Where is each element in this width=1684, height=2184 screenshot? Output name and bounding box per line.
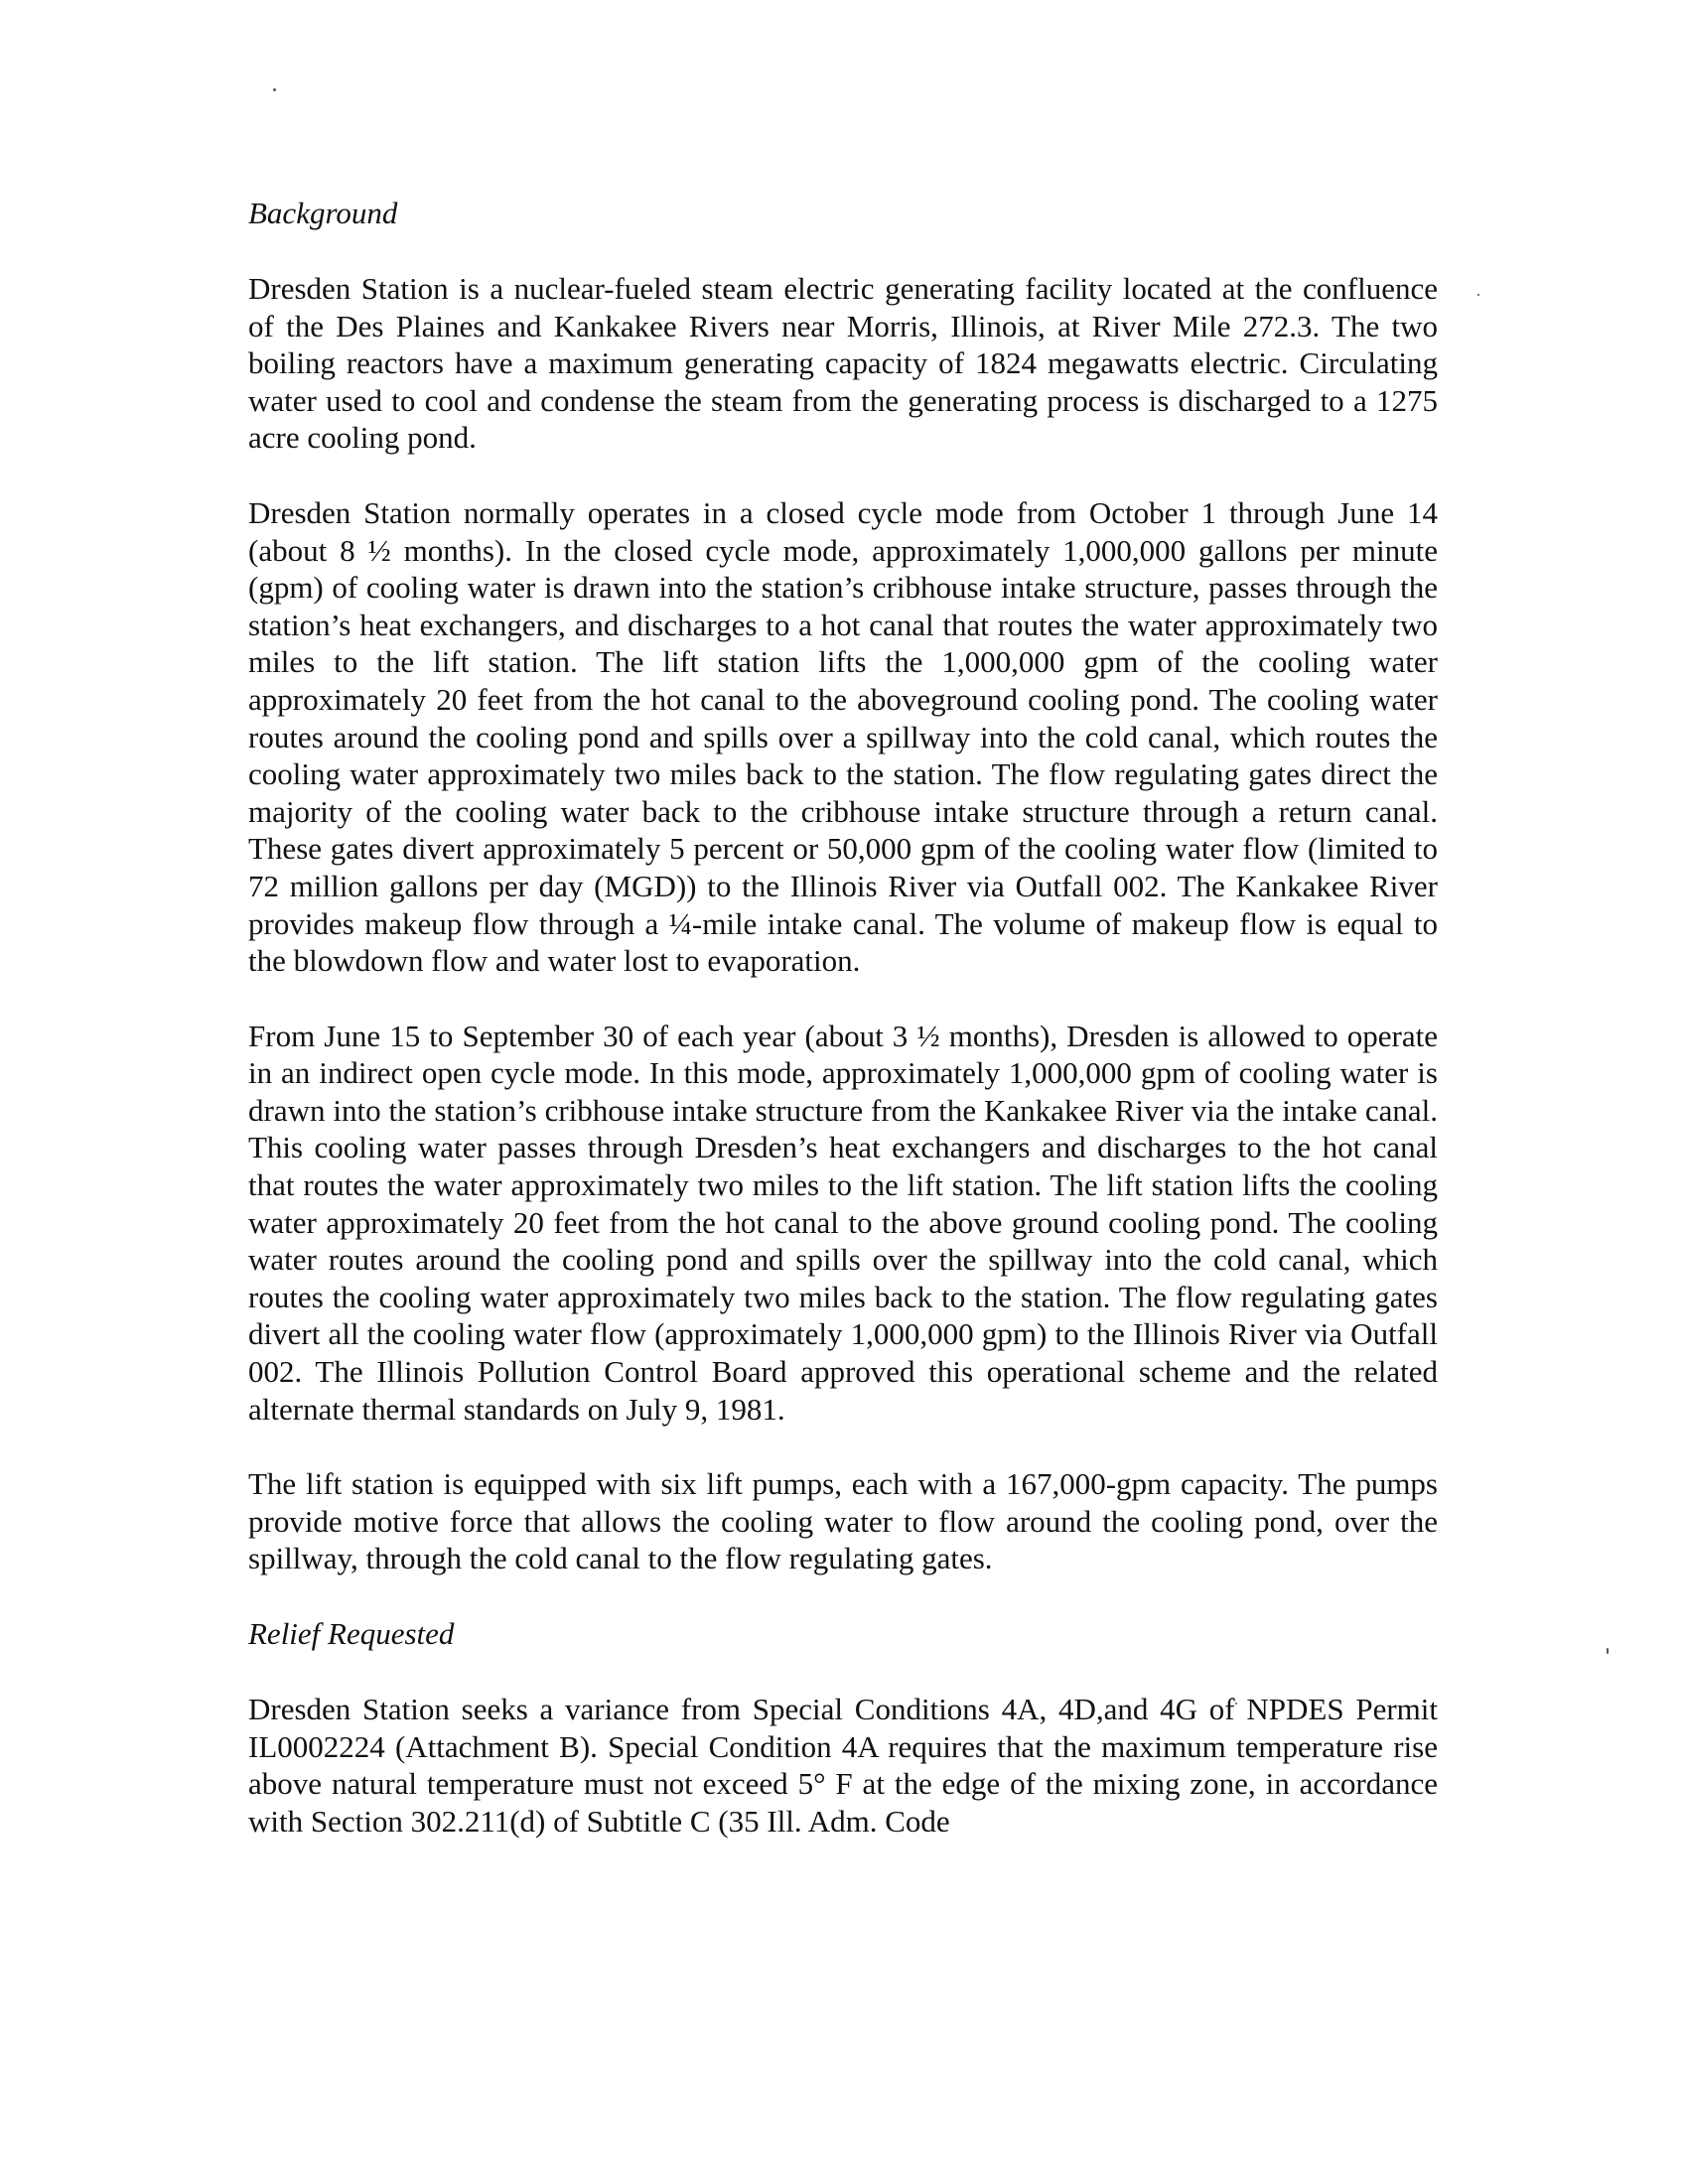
- scan-speck: [1477, 294, 1479, 296]
- background-heading: Background: [248, 196, 398, 230]
- relief-requested-heading: Relief Requested: [248, 1616, 455, 1651]
- document-body: [248, 195, 1438, 1840]
- background-paragraph-3: From June 15 to September 30 of each year (about 3 ½ months), Dresden is allowed to operate in an indirect open cycle mode. In this mode, approximately 1,000,000 gpm of cooling water is drawn into the station’s cribhouse intake structure from the Kankakee River via the intake canal. This cooling water passes through Dresden’s heat exchangers and discharges to the hot canal that routes the water approximately two miles to the lift station. The lift station lifts the cooling water approximately 20 feet from the hot canal to the above ground cooling pond. The cooling water routes around the cooling pond and spills over the spillway into the cold canal, which routes the cooling water approximately two miles back to the station. The flow regulating gates divert all the cooling water flow (approximately 1,000,000 gpm) to the Illinois River via Outfall 002. The Illinois Pollution Control Board approved this operational scheme and the related alternate thermal standards on July 9, 1981.: [248, 1018, 1438, 1427]
- background-paragraph-1: Dresden Station is a nuclear-fueled steam electric generating facility located at the confluence of the Des Plaines and Kankakee Rivers near Morris, Illinois, at River Mile 272.3. The two boiling reactors have a maximum generating capacity of 1824 megawatts electric. Circulating water used to cool and condense the steam from the generating process is discharged to a 1275 acre cooling pond.: [248, 271, 1438, 456]
- scan-speck: [1607, 1648, 1609, 1654]
- scan-speck: [273, 88, 276, 91]
- background-paragraph-2: Dresden Station normally operates in a closed cycle mode from October 1 through June 14 (about 8 ½ months). In the closed cycle mode, approximately 1,000,000 gallons per minute (gpm) of cooling water is drawn into the station’s cribhouse intake structure, passes through the station’s heat exchangers, and discharges to a hot canal that routes the water approximately two miles to the lift station. The lift station lifts the 1,000,000 gpm of the cooling water approximately 20 feet from the hot canal to the aboveground cooling pond. The cooling water routes around the cooling pond and spills over a spillway into the cold canal, which routes the cooling water approximately two miles back to the station. The flow regulating gates direct the majority of the cooling water back to the cribhouse intake structure through a return canal. These gates divert approximately 5 percent or 50,000 gpm of the cooling water flow (limited to 72 million gallons per day (MGD)) to the Illinois River via Outfall 002. The Kankakee River provides makeup flow through a ¼-mile intake canal. The volume of makeup flow is equal to the blowdown flow and water lost to evaporation.: [248, 494, 1438, 979]
- background-paragraph-4: The lift station is equipped with six lift pumps, each with a 167,000-gpm capacity. The pumps provide motive force that allows the cooling water to flow around the cooling pond, over the spillway, through the cold canal to the flow regulating gates.: [248, 1466, 1438, 1576]
- relief-paragraph-1: Dresden Station seeks a variance from Special Conditions 4A, 4D,and 4G of NPDES Permit IL0002224 (Attachment B). Special Condition 4A requires that the maximum temperature rise above natural temperature must not exceed 5° F at the edge of the mixing zone, in accordance with Section 302.211(d) of Subtitle C (35 Ill. Adm. Code: [248, 1692, 1438, 1839]
